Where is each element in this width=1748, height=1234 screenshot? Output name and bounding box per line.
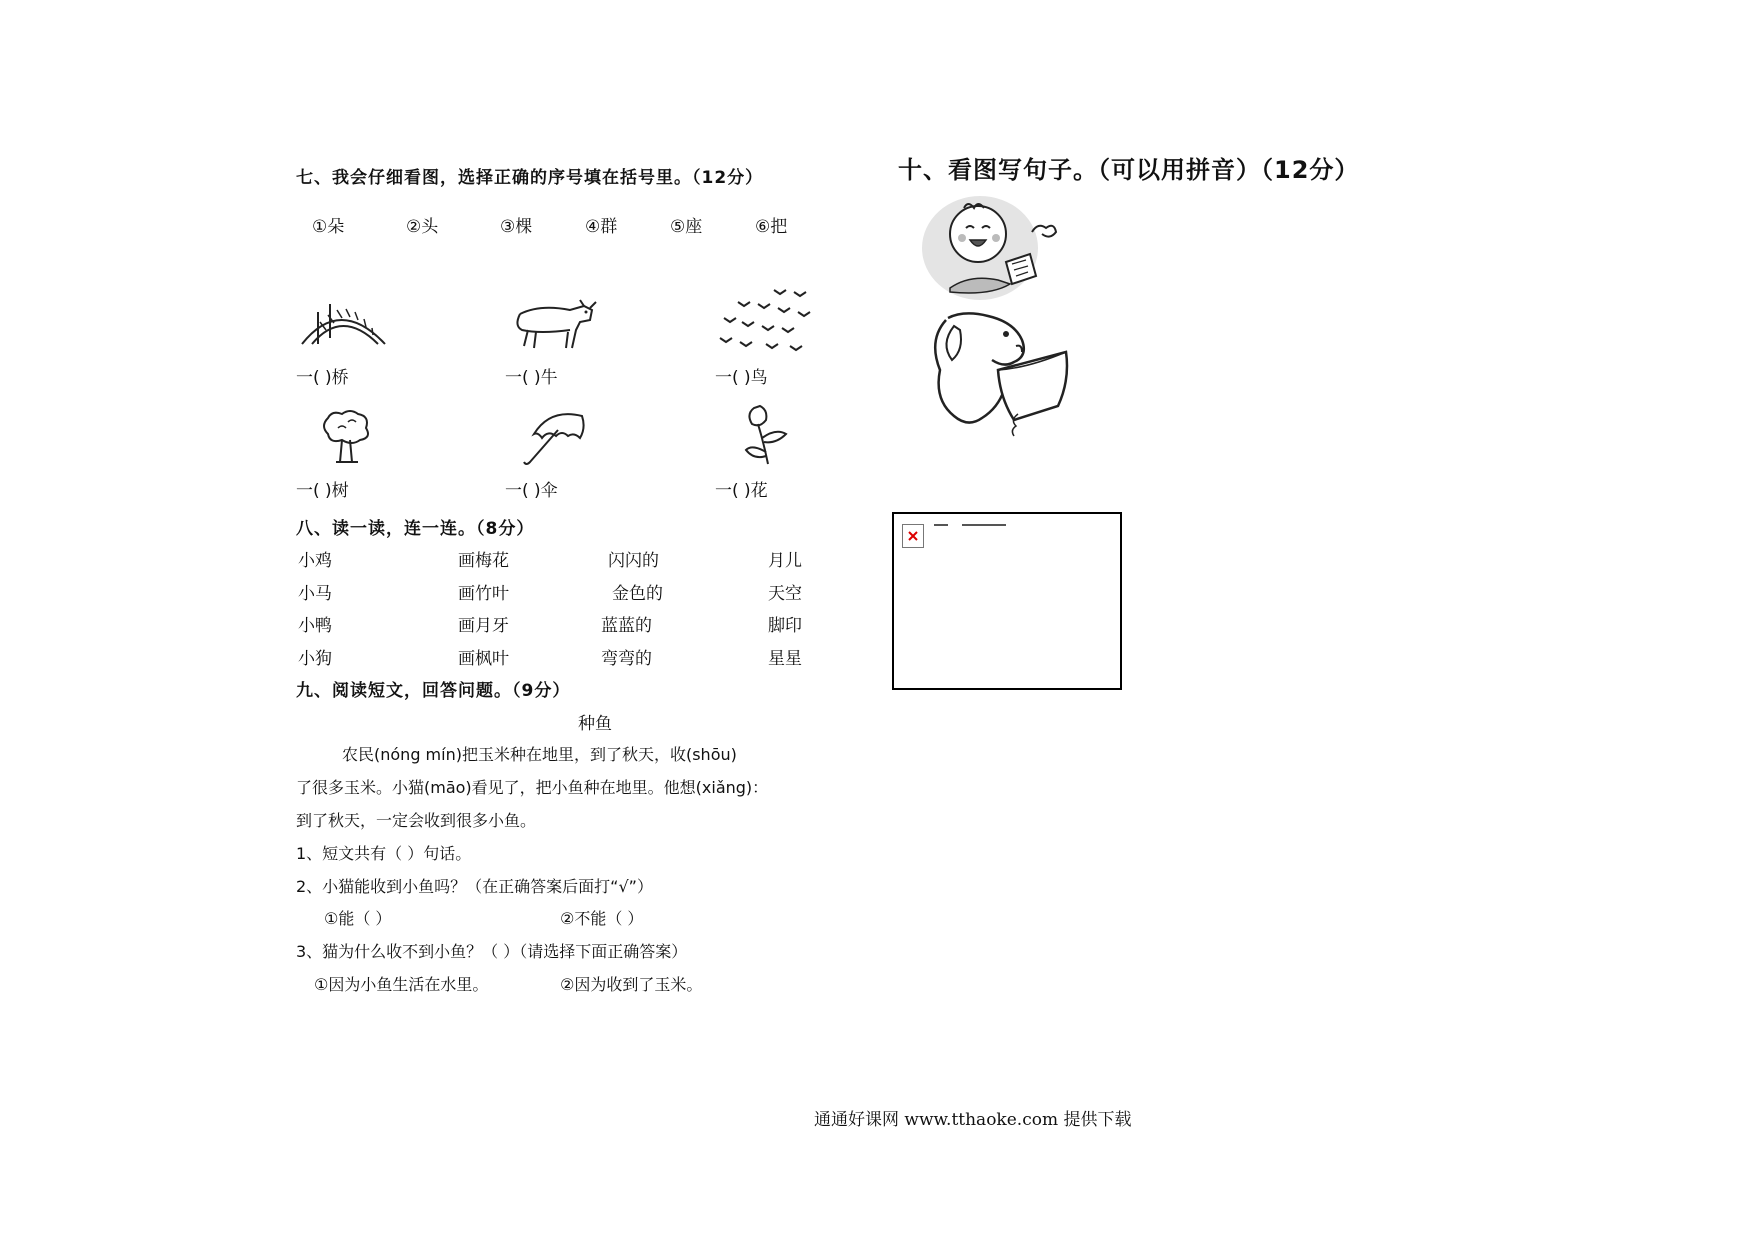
question-2: 2、小猫能收到小鱼吗？（在正确答案后面打“√”）	[296, 877, 653, 896]
bird-flock-picture	[718, 286, 818, 356]
story-line: 到了秋天，一定会收到很多小鱼。	[296, 811, 537, 830]
section9-heading: 九、阅读短文，回答问题。（9分）	[296, 681, 571, 701]
question-1: 1、短文共有（ ）句话。	[296, 844, 472, 863]
footer-text: 通通好课网 www.tthaoke.com 提供下载	[814, 1110, 1132, 1130]
story-line: 农民(nóng mín)把玉米种在地里，到了秋天，收(shōu)	[342, 745, 737, 764]
col1-item[interactable]: 小马	[298, 584, 332, 604]
col4-item[interactable]: 月儿	[768, 551, 802, 571]
col4-item[interactable]: 天空	[768, 584, 802, 604]
blank-flower[interactable]: 一( )花	[715, 481, 768, 501]
section8-heading: 八、读一读，连一连。（8分）	[296, 519, 535, 539]
col3-item[interactable]: 金色的	[612, 584, 663, 604]
question-3-option-2[interactable]: ②因为收到了玉米。	[560, 975, 703, 994]
col3-item[interactable]: 闪闪的	[608, 551, 659, 571]
section10-heading: 十、看图写句子。（可以用拼音）（12分）	[898, 156, 1360, 184]
col3-item[interactable]: 蓝蓝的	[601, 616, 652, 636]
answer-frame	[892, 512, 1122, 690]
col3-item[interactable]: 弯弯的	[601, 649, 652, 669]
blank-ox[interactable]: 一( )牛	[505, 368, 558, 388]
blank-tree[interactable]: 一( )树	[296, 481, 349, 501]
blank-bridge[interactable]: 一( )桥	[296, 368, 349, 388]
tree-picture	[318, 408, 374, 466]
story-title: 种鱼	[578, 714, 612, 734]
flower-picture	[742, 404, 792, 468]
boy-reading-picture	[920, 192, 1070, 304]
col4-item[interactable]: 脚印	[768, 616, 802, 636]
option-3: ③棵	[500, 217, 533, 237]
ox-picture	[510, 296, 600, 352]
col2-item[interactable]: 画月牙	[458, 616, 509, 636]
option-1: ①朵	[312, 217, 345, 237]
blank-umbrella[interactable]: 一( )伞	[505, 481, 558, 501]
option-6: ⑥把	[755, 217, 788, 237]
question-2-option-yes[interactable]: ①能（ ）	[324, 909, 392, 928]
bridge-picture	[300, 298, 390, 348]
blank-birds[interactable]: 一( )鸟	[715, 368, 768, 388]
broken-image-icon	[902, 524, 924, 548]
section7-heading: 七、我会仔细看图，选择正确的序号填在括号里。（12分）	[296, 168, 764, 188]
col1-item[interactable]: 小鸡	[298, 551, 332, 571]
col2-item[interactable]: 画竹叶	[458, 584, 509, 604]
option-4: ④群	[585, 217, 618, 237]
puppy-picture	[918, 310, 1078, 440]
question-3-option-1[interactable]: ①因为小鱼生活在水里。	[314, 975, 489, 994]
col2-item[interactable]: 画梅花	[458, 551, 509, 571]
question-2-option-no[interactable]: ②不能（ ）	[560, 909, 644, 928]
option-5: ⑤座	[670, 217, 703, 237]
col2-item[interactable]: 画枫叶	[458, 649, 509, 669]
story-line: 了很多玉米。小猫(māo)看见了，把小鱼种在地里。他想(xiǎng)：	[296, 778, 769, 797]
col1-item[interactable]: 小狗	[298, 649, 332, 669]
col1-item[interactable]: 小鸭	[298, 616, 332, 636]
col4-item[interactable]: 星星	[768, 649, 802, 669]
question-3: 3、猫为什么收不到小鱼？（ ）（请选择下面正确答案）	[296, 942, 688, 961]
umbrella-picture	[520, 408, 590, 468]
option-2: ②头	[406, 217, 439, 237]
